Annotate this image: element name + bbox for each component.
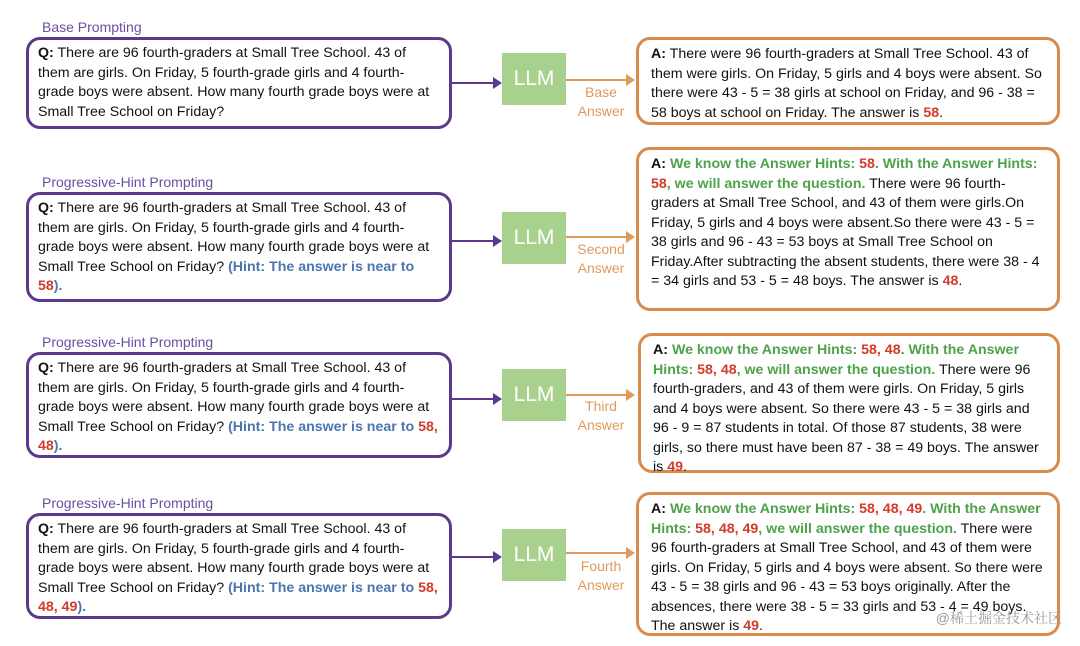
question-text: There are 96 fourth-graders at Small Tree School. 43 of them are girls. On Friday, 5 fourth-grade girls and 4 fourth-grade boys were absent. How many fourth grade boys were at Small Tree School on Friday?	[38, 200, 430, 275]
answer-hints-known: We know the Answer Hints:	[671, 342, 858, 358]
answer-hints-with: . With the Answer Hints:	[651, 501, 1041, 537]
answer-label	[566, 240, 636, 278]
answer-hints-with-values: 58	[651, 175, 667, 192]
answer-label-line2: Answer	[577, 260, 625, 276]
answer-hints-will: , we will answer the question.	[666, 175, 866, 192]
answer-hints-with-values: 58, 48	[697, 361, 737, 378]
output-arrow	[566, 394, 633, 396]
hint-end: ).	[53, 278, 63, 294]
input-arrow	[452, 556, 500, 558]
hint-values: 58	[38, 278, 54, 294]
answer-box-second	[636, 147, 1060, 311]
answer-hints-will: , we will answer the question.	[736, 361, 936, 378]
answer-final-value: 49	[667, 459, 683, 475]
question-prefix: Q:	[38, 200, 54, 216]
answer-hints-known-values: 58, 48, 49	[859, 501, 923, 517]
answer-label-line1: Second	[577, 241, 625, 257]
answer-label-line2: Answer	[577, 577, 625, 593]
answer-label-line1: Third	[585, 398, 617, 414]
section-title-php-3: Progressive-Hint Prompting	[42, 334, 214, 350]
hint-text: (Hint: The answer is near to	[228, 258, 415, 275]
answer-end: .	[939, 104, 944, 121]
llm-box: LLM	[502, 529, 566, 581]
llm-box: LLM	[502, 369, 566, 421]
answer-prefix: A:	[651, 46, 666, 62]
answer-prefix: A:	[653, 342, 668, 358]
hint-end: ).	[77, 599, 87, 615]
hint-text: (Hint: The answer is near to	[228, 418, 415, 435]
answer-label-line1: Base	[585, 84, 617, 100]
answer-hints-with-values: 58, 48, 49	[695, 520, 759, 537]
section-title-php-2: Progressive-Hint Prompting	[42, 174, 214, 190]
answer-label-line2: Answer	[577, 103, 625, 119]
output-arrow	[566, 236, 633, 238]
question-text: There are 96 fourth-graders at Small Tree School. 43 of them are girls. On Friday, 5 fourth-grade girls and 4 fourth-grade boys were absent. How many fourth grade boys were at Small Tree School on Friday?	[38, 521, 430, 596]
answer-label	[566, 83, 636, 121]
answer-label	[566, 397, 636, 435]
answer-end: .	[759, 618, 763, 634]
section-title-base: Base Prompting	[42, 19, 142, 35]
answer-body: There were 96 fourth-graders at Small Tree School, and 43 of them were girls. On Friday, 5 girls and 4 boys were absent. So there were 43 - 5 = 38 girls and 96 - 43 = 53 boys originally. After the absences, there were 38 - 5 = 33 girls and 53 - 4 = 49 boys. The answer is	[651, 520, 1043, 634]
input-arrow	[452, 240, 500, 242]
answer-hints-known: We know the Answer Hints:	[669, 156, 856, 172]
output-arrow	[566, 552, 633, 554]
answer-label	[566, 557, 636, 595]
answer-body: There were 96 fourth-graders, and 43 of them were girls. On Friday, 5 girls and 4 boys were absent. So there were 43 - 5 = 38 girls and 96 - 9 = 87 students in total. Of those 87 students, 38 were girls, so there must have been 87 - 38 = 49 boys. The answer is	[653, 361, 1039, 475]
answer-end: .	[682, 459, 687, 475]
hint-text: (Hint: The answer is near to	[228, 579, 415, 596]
section-title-php-4: Progressive-Hint Prompting	[42, 495, 214, 511]
hint-values: 58, 48, 49	[38, 579, 438, 615]
answer-hints-will: , we will answer the question.	[758, 520, 957, 537]
answer-end: .	[958, 273, 963, 289]
answer-prefix: A:	[651, 501, 666, 517]
question-text: There are 96 fourth-graders at Small Tree School. 43 of them are girls. On Friday, 5 fourth-grade girls and 4 fourth-grade boys were absent. How many fourth grade boys were at Small Tree School on Friday?	[38, 45, 430, 120]
answer-hints-known: We know the Answer Hints:	[669, 501, 856, 517]
answer-final-value: 49	[743, 618, 760, 634]
llm-box: LLM	[502, 212, 566, 264]
answer-label-line1: Fourth	[580, 558, 622, 574]
answer-box-third	[638, 333, 1060, 473]
hint-values: 58, 48	[38, 418, 438, 454]
answer-hints-with: . With the Answer Hints:	[874, 156, 1038, 172]
output-arrow	[566, 79, 633, 81]
question-box-base	[26, 37, 452, 129]
answer-final-value: 58	[923, 104, 940, 121]
question-prefix: Q:	[38, 45, 54, 61]
question-box-second	[26, 192, 452, 302]
answer-body: There were 96 fourth-graders at Small Tree School. 43 of them were girls. On Friday, 5 girls and 4 boys were absent. So there were 43 - 5 = 38 girls at school on Friday, and 96 - 38 = 58 boys at school on Friday. The answer is	[651, 46, 1042, 121]
answer-body: There were 96 fourth-graders at Small Tree School, and 43 of them were girls.On Friday, 5 girls and 4 boys were absent.So there were 43 - 5 = 38 girls and 96 - 43 = 53 boys at Small Tree School on Friday.After subtracting the absent students, there were 38 - 4 = 34 girls and 53 - 5 = 48 boys. The answer is	[651, 175, 1040, 289]
question-prefix: Q:	[38, 360, 54, 376]
llm-box: LLM	[502, 53, 566, 105]
answer-prefix: A:	[651, 156, 666, 172]
answer-hints-with: . With the Answer Hints:	[653, 342, 1019, 378]
question-text: There are 96 fourth-graders at Small Tree School. 43 of them are girls. On Friday, 5 fourth-grade girls and 4 fourth-grade boys were absent. How many fourth grade boys were at Small Tree School on Friday?	[38, 360, 430, 435]
input-arrow	[452, 398, 500, 400]
watermark: @稀土掘金技术社区	[935, 610, 1062, 626]
question-box-third	[26, 352, 452, 458]
input-arrow	[452, 82, 500, 84]
answer-hints-known-values: 58, 48	[861, 342, 901, 358]
hint-end: ).	[53, 438, 63, 454]
answer-label-line2: Answer	[577, 417, 625, 433]
answer-box-base	[636, 37, 1060, 125]
question-box-fourth	[26, 513, 452, 619]
answer-hints-known-values: 58	[859, 156, 875, 172]
answer-final-value: 48	[942, 273, 959, 289]
question-prefix: Q:	[38, 521, 54, 537]
